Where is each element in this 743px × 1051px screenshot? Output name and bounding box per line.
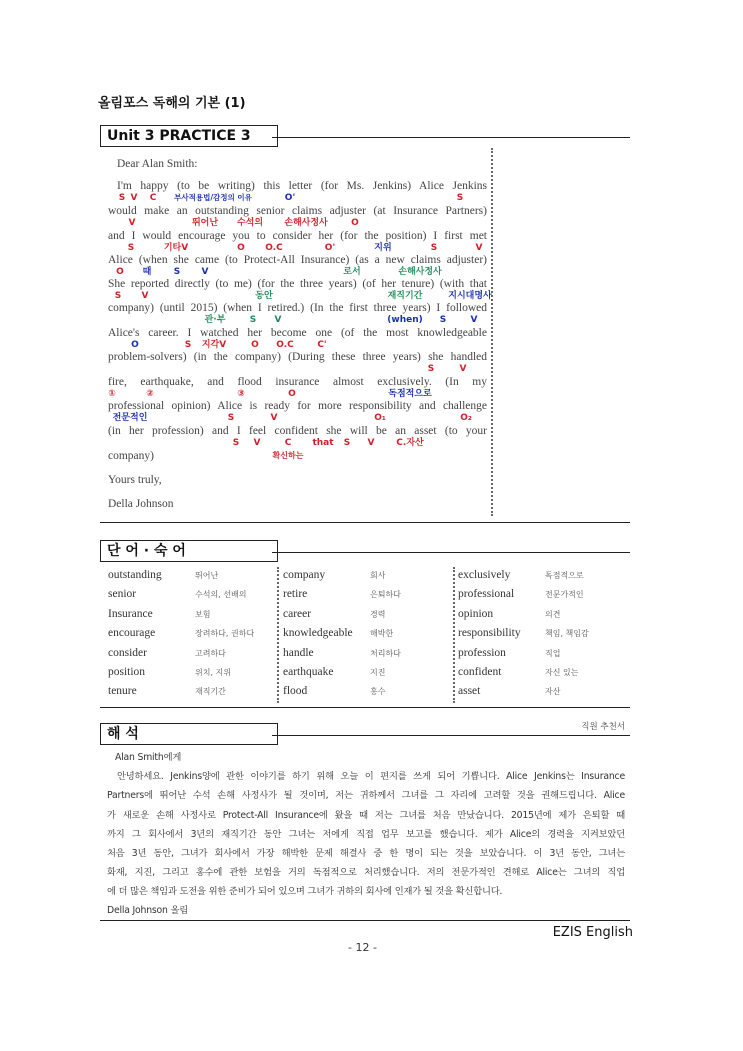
annotation: S: [232, 438, 240, 448]
annotation: O: [237, 243, 245, 253]
letter-line: and I would encourage you to consider her (for the position) I first met: [108, 230, 487, 242]
annotation: S: [184, 340, 192, 350]
annotation: V: [270, 413, 278, 423]
vocab-word: Insurance: [108, 607, 153, 620]
annotation: 손해사정사: [284, 218, 328, 228]
annotation: C': [317, 340, 327, 350]
annotation: O': [284, 193, 296, 203]
vocab-word: senior: [108, 588, 137, 601]
annotation: V: [274, 315, 282, 325]
annotation: 전문적인: [112, 413, 148, 423]
vocab-meaning: 수석의, 선배의: [195, 590, 247, 600]
unit-title-box: Unit 3 PRACTICE 3: [100, 125, 278, 147]
letter-signature: Della Johnson: [108, 498, 174, 510]
letter-line: She reported directly (to me) (for the three years) (of her tenure) (with that: [108, 278, 487, 290]
annotation: 독점적으로: [388, 389, 432, 399]
annotation: ③: [237, 389, 245, 399]
annotation: O.C: [265, 243, 283, 253]
page-number: - 12 -: [348, 941, 377, 954]
annotation: V: [367, 438, 375, 448]
translation-signature: Della Johnson 올림: [107, 905, 189, 916]
annotation: 때: [142, 267, 152, 277]
vocab-meaning: 직업: [545, 648, 561, 658]
divider: [100, 522, 630, 523]
vocab-word: profession: [458, 646, 506, 659]
vocab-title-box: 단 어 · 숙 어: [100, 540, 278, 562]
annotation: S: [127, 243, 135, 253]
book-title: 올림포스 독해의 기본 (1): [98, 96, 246, 111]
annotation: ①: [108, 389, 116, 399]
vocab-meaning: 홍수: [370, 687, 386, 697]
annotation: 수석의: [236, 218, 264, 228]
translation-line: Partners에 뛰어난 수석 손해 사정사가 될 것이며, 저는 귀하께서 그녀를 그 자리에 고려할 것을 권해드립니다. Alice: [107, 790, 625, 801]
annotation: (when): [387, 315, 423, 325]
vocab-word: asset: [458, 685, 481, 698]
annotation: V: [130, 193, 138, 203]
annotation: V: [141, 291, 149, 301]
letter-line: I'm happy (to be writing) this letter (for Ms. Jenkins) Alice Jenkins: [117, 180, 487, 192]
annotation: 관·부: [204, 315, 226, 325]
letter-line: would make an outstanding senior claims adjuster (at Insurance Partners): [108, 205, 487, 217]
vocab-word: career: [283, 607, 312, 620]
vocab-word: flood: [283, 685, 308, 698]
letter-line: fire, earthquake, and flood insurance almost exclusively. (In my: [108, 376, 487, 388]
vocab-word: knowledgeable: [283, 627, 353, 640]
dotted-divider: [491, 148, 493, 516]
annotation: V: [475, 243, 483, 253]
vocab-meaning: 지진: [370, 668, 386, 677]
vocab-word: outstanding: [108, 569, 162, 581]
vocab-meaning: 자산: [545, 687, 561, 697]
annotation: V: [470, 315, 478, 325]
annotation: 재직기간: [387, 291, 423, 301]
vocab-meaning: 장려하다, 권하다: [195, 629, 255, 639]
annotation: 동안: [255, 291, 273, 301]
vocab-meaning: 자신 있는: [545, 668, 579, 677]
annotation: O: [351, 218, 359, 228]
divider: [272, 735, 630, 736]
vocab-word: encourage: [108, 627, 156, 640]
annotation: 지각V: [201, 340, 227, 350]
vocab-word: opinion: [458, 607, 494, 620]
annotation: O: [251, 340, 259, 350]
vocab-meaning: 해박한: [370, 629, 394, 639]
dotted-divider: [277, 567, 279, 703]
vocab-word: position: [108, 666, 146, 678]
translation-line: 안녕하세요. Jenkins양에 관한 이야기를 하기 위해 오늘 이 편지를 쓰게 되어 기쁩니다. Alice Jenkins는 Insurance: [117, 771, 625, 782]
letter-closing: Yours truly,: [108, 474, 162, 486]
vocab-meaning: 재직기간: [195, 687, 226, 697]
annotation: S: [343, 438, 351, 448]
annotation: O: [288, 389, 296, 399]
vocab-meaning: 뛰어난: [195, 571, 219, 580]
vocab-meaning: 회사: [370, 571, 386, 580]
annotation: 손해사정사: [398, 267, 442, 277]
vocab-meaning: 독점적으로: [545, 571, 584, 580]
vocab-word: confident: [458, 666, 502, 678]
letter-line: problem-solvers) (in the company) (During these three years) she handled: [108, 351, 487, 363]
annotation: V: [128, 218, 136, 228]
letter-line: professional opinion) Alice is ready for more responsibility and challenge: [108, 400, 487, 412]
translation-line: 화재, 지진, 그리고 홍수에 관한 보험을 거의 독점적으로 처리했습니다. 저의 전문가적인 견해로 Alice는 그녀의 직업: [107, 867, 625, 878]
annotation: 뛰어난: [191, 218, 219, 228]
vocab-word: company: [283, 569, 326, 581]
annotation: V: [201, 267, 209, 277]
vocab-meaning: 은퇴하다: [370, 590, 401, 600]
annotation: 확신하는: [272, 451, 304, 460]
annotation: ②: [146, 389, 154, 399]
vocab-meaning: 처리하다: [370, 648, 401, 658]
divider: [100, 707, 630, 708]
translation-subtitle: 직원 추천서: [581, 722, 625, 732]
annotation: S: [439, 315, 447, 325]
vocab-word: handle: [283, 646, 314, 659]
letter-line: company) (until 2015) (when I retired.) (In the first three years) I followed: [108, 302, 487, 314]
annotation: 기타V: [163, 243, 189, 253]
letter-line: (in her profession) and I feel confident she will be an asset (to your: [108, 425, 487, 437]
annotation: C: [149, 193, 157, 203]
annotation: V: [459, 364, 467, 374]
translation-line: 에 더 많은 책임과 도전을 위한 준비가 되어 있으며 그녀가 귀하의 회사에 인재가 될 것을 확신합니다.: [107, 886, 503, 897]
annotation: C.자산: [396, 438, 424, 448]
annotation: V: [253, 438, 261, 448]
letter-line: Alice's career. I watched her become one (of the most knowledgeable: [108, 327, 487, 339]
annotation: O₁: [374, 413, 386, 423]
letter-line: Alice (when she came (to Protect-All Insurance) (as a new claims adjuster): [108, 254, 487, 266]
vocab-meaning: 전문가적인: [545, 590, 584, 600]
letter-greeting: Dear Alan Smith:: [117, 158, 198, 170]
annotation: S: [114, 291, 122, 301]
annotation: C: [284, 438, 292, 448]
annotation: O: [116, 267, 124, 277]
annotation: S: [118, 193, 126, 203]
annotation: 지위: [374, 243, 392, 253]
vocab-meaning: 고려하다: [195, 648, 226, 658]
annotation: O.C: [276, 340, 294, 350]
annotation: 로서: [343, 267, 361, 277]
vocab-word: professional: [458, 588, 515, 601]
vocab-word: consider: [108, 646, 147, 659]
annotation: O': [324, 243, 336, 253]
translation-line: 처음 3년 동안, 그녀가 회사에서 가장 해박한 문제 해결사 중 한 명이 되는 것을 보았습니다. 이 3년 동안, 그녀는: [107, 848, 625, 859]
vocab-word: responsibility: [458, 627, 521, 640]
divider: [272, 552, 630, 553]
annotation: O: [131, 340, 139, 350]
annotation: S: [249, 315, 257, 325]
vocab-meaning: 의견: [545, 609, 561, 619]
vocab-meaning: 책임, 책임감: [545, 629, 589, 639]
vocab-meaning: 경력: [370, 609, 386, 619]
divider: [100, 920, 630, 921]
vocab-word: earthquake: [283, 666, 334, 678]
letter-line: company): [108, 450, 154, 462]
translation-line: 까지 그 회사에서 3년의 재직기간 동안 그녀는 저에게 직접 업무 보고를 했습니다. 제가 Alice의 경력을 지켜보았던: [107, 829, 625, 840]
vocab-meaning: 보험: [195, 609, 211, 619]
vocab-word: tenure: [108, 685, 137, 698]
annotation: 지시대명사: [448, 291, 492, 301]
annotation: that: [312, 438, 334, 448]
translation-greeting: Alan Smith에게: [115, 752, 182, 763]
dotted-divider: [453, 567, 455, 703]
vocab-word: exclusively: [458, 569, 511, 581]
translation-line: 가 새로운 손해 사정사로 Protect-All Insurance에 왔을 때 저는 그녀를 처음 만났습니다. 2015년에 제가 은퇴할 때: [107, 810, 625, 821]
annotation: S: [456, 193, 464, 203]
annotation: O₂: [460, 413, 472, 423]
annotation: S: [173, 267, 181, 277]
annotation: 부사적용법/감정의 이유: [174, 193, 252, 202]
annotation: S: [227, 413, 235, 423]
translation-title-box: 해 석: [100, 723, 278, 745]
vocab-meaning: 위치, 지위: [195, 668, 231, 677]
footer-brand: EZIS English: [552, 925, 633, 940]
annotation: S: [427, 364, 435, 374]
vocab-word: retire: [283, 588, 308, 601]
annotation: S: [430, 243, 438, 253]
divider: [272, 137, 630, 138]
